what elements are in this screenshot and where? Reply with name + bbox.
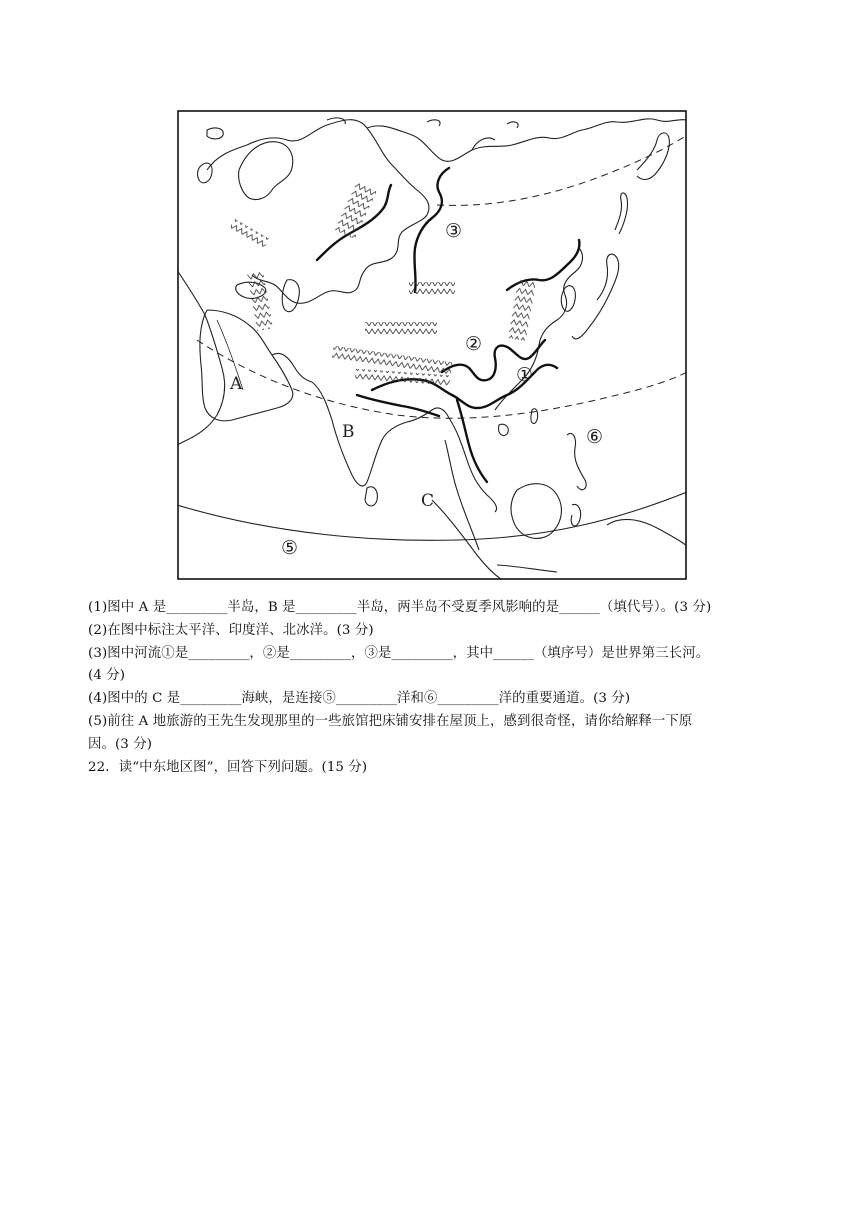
question-3-line-1: (3)图中河流①是_________，②是_________，③是_________，其中______（填序号）是世界第三长河。 bbox=[88, 646, 710, 661]
mountains-tianshan bbox=[365, 322, 437, 334]
label-river-3: ③ bbox=[445, 220, 463, 242]
label-river-1: ① bbox=[516, 364, 534, 386]
question-1: (1)图中 A 是_________半岛，B 是_________半岛，两半岛不受夏季风影响的是______（填代号）。(3 分) bbox=[88, 600, 712, 615]
question-5-line-2: 因。(3 分) bbox=[88, 737, 153, 752]
label-strait-c: C bbox=[421, 491, 435, 511]
question-2: (2)在图中标注太平洋、印度洋、北冰洋。(3 分) bbox=[88, 623, 374, 638]
question-5-line-1: (5)前往 A 地旅游的王先生发现那里的一些旅馆把床铺安排在屋顶上，感到很奇怪，请你给解释一下原 bbox=[88, 714, 693, 729]
mountains-siberia bbox=[409, 282, 455, 294]
label-river-2: ② bbox=[465, 333, 483, 355]
label-peninsula-b: B bbox=[342, 422, 355, 442]
question-22: 22．读“中东地区图”，回答下列问题。(15 分) bbox=[88, 760, 368, 775]
label-ocean-5: ⑤ bbox=[281, 537, 299, 559]
label-ocean-6: ⑥ bbox=[586, 426, 604, 448]
question-4: (4)图中的 C 是_________海峡，是连接⑤_________洋和⑥_________洋的重要通道。(3 分) bbox=[88, 691, 631, 706]
label-peninsula-a: A bbox=[230, 374, 243, 394]
question-3-line-2: (4 分) bbox=[88, 668, 126, 683]
asia-map-figure bbox=[177, 110, 687, 580]
